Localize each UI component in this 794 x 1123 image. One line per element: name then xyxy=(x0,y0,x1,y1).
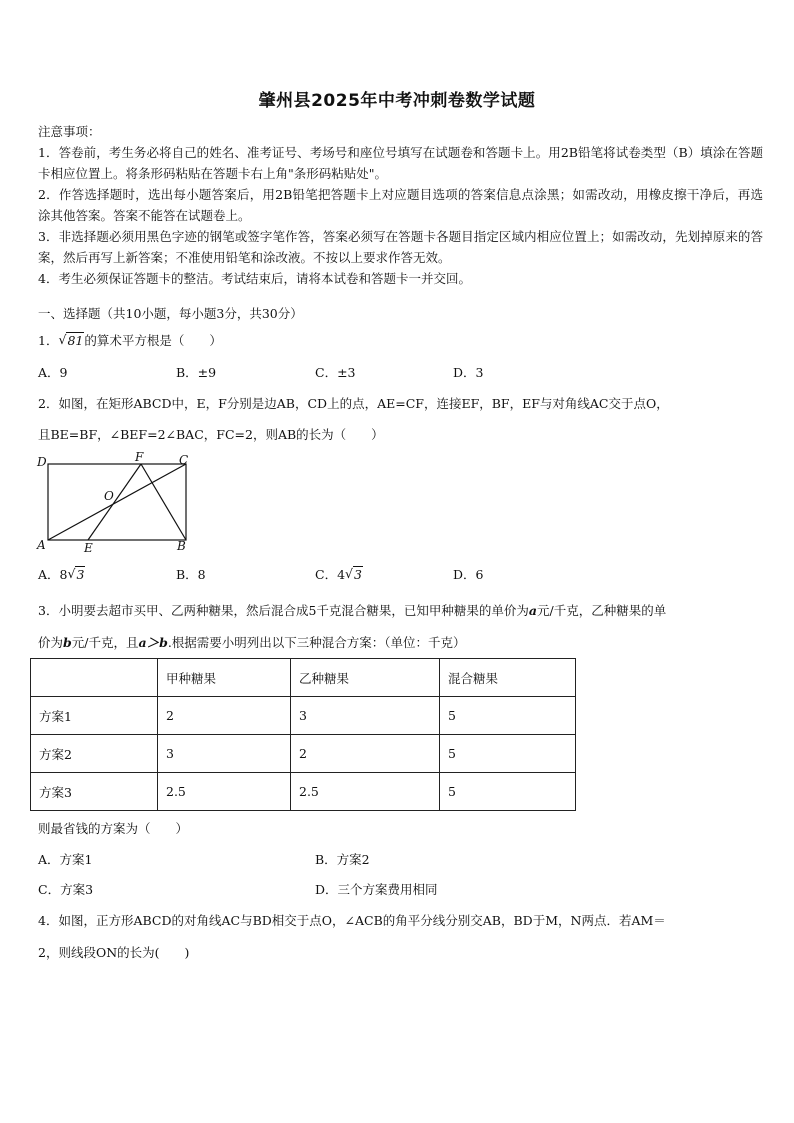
q2-option-b: B．8 xyxy=(176,567,206,582)
q1-option-c: C．±3 xyxy=(315,365,356,380)
label-d: D xyxy=(37,455,47,469)
label-c: C xyxy=(179,453,189,467)
table-cell: 方案3 xyxy=(31,773,158,811)
q1-option-d: D．3 xyxy=(453,365,484,380)
page-title: 肇州县2025年中考冲刺卷数学试题 xyxy=(258,91,536,111)
q3-option-a: A．方案1 xyxy=(38,852,93,867)
label-a: A xyxy=(37,538,46,552)
q2-option-c-sqrt: √ 3 xyxy=(345,566,362,582)
q4-line-1: 4．如图，正方形ABCD的对角线AC与BD相交于点O，∠ACB的角平分线分别交AB，BD于M，N两点．若AM＝ xyxy=(38,913,666,928)
q2-line-2: 且BE=BF，∠BEF=2∠BAC，FC=2，则AB的长为（ ） xyxy=(38,427,384,442)
q1-number: 1． xyxy=(38,333,59,348)
q2-option-a xyxy=(38,567,85,583)
q2-option-c-radicand: 3 xyxy=(354,567,362,582)
q3-condition: a＞b xyxy=(138,635,168,650)
note-item-1: 1．答卷前，考生务必将自己的姓名、准考证号、考场号和座位号填写在试题卷和答题卡上。用2B铅笔将试卷类型（B）填涂在答题卡相应位置上。将条形码粘贴在答题卡右上角"条形码粘贴处"。 xyxy=(38,145,763,181)
table-header-cell: 甲种糖果 xyxy=(158,659,291,697)
table-header-row xyxy=(31,659,576,697)
table-row xyxy=(31,697,576,735)
q3-var-a: a xyxy=(528,603,538,618)
table-cell: 2 xyxy=(291,735,440,773)
table-cell: 方案1 xyxy=(31,697,158,735)
table-cell: 方案2 xyxy=(31,735,158,773)
table-cell: 2 xyxy=(158,697,291,735)
q1-stem xyxy=(38,333,222,349)
table-cell: 5 xyxy=(440,773,576,811)
q2-line-1: 2．如图，在矩形ABCD中，E，F分别是边AB，CD上的点，AE=CF，连接EF，BF，EF与对角线AC交于点O， xyxy=(38,396,669,411)
table-cell: 2.5 xyxy=(158,773,291,811)
segment-ef xyxy=(88,464,141,540)
q1-radicand: 81 xyxy=(67,333,84,348)
q2-option-a-text: A．8 xyxy=(38,567,68,582)
table-header-cell xyxy=(31,659,158,697)
q2-option-c-text: C．4 xyxy=(315,567,346,582)
note-item-4: 4．考生必须保证答题卡的整洁。考试结束后，请将本试卷和答题卡一并交回。 xyxy=(38,271,471,286)
q3-option-b: B．方案2 xyxy=(315,852,370,867)
q3-line-2: 价为b元/千克，且a＞b.根据需要小明列出以下三种混合方案：（单位：千克） xyxy=(38,635,466,650)
table-row xyxy=(31,735,576,773)
q3-option-c: C．方案3 xyxy=(38,882,94,897)
table-cell: 3 xyxy=(291,697,440,735)
q3-after-text: 则最省钱的方案为（ ） xyxy=(38,821,189,836)
label-b: B xyxy=(177,539,186,553)
label-o: O xyxy=(104,489,114,503)
table-header-cell: 混合糖果 xyxy=(440,659,576,697)
q2-rectangle-figure xyxy=(36,452,196,562)
note-item-2: 2．作答选择题时，选出每小题答案后，用2B铅笔把答题卡上对应题目选项的答案信息点涂黑；如需改动，用橡皮擦干净后，再选涂其他答案。答案不能答在试题卷上。 xyxy=(38,187,763,223)
note-item-3: 3．非选择题必须用黑色字迹的钢笔或签字笔作答，答案必须写在答题卡各题目指定区域内相应位置上；如需改动，先划掉原来的答案，然后再写上新答案；不准使用铅笔和涂改液。不按以上要求作答无效。 xyxy=(38,229,763,265)
q3-mix-table xyxy=(30,658,576,811)
q3-var-b: b xyxy=(63,635,72,650)
notes-heading: 注意事项： xyxy=(38,124,101,139)
q4-line-2: 2，则线段ON的长为( ) xyxy=(38,945,190,960)
table-cell: 5 xyxy=(440,735,576,773)
label-e: E xyxy=(84,541,93,555)
q2-option-a-sqrt: √ 3 xyxy=(67,566,85,582)
q3-option-d: D．三个方案费用相同 xyxy=(315,882,438,897)
segment-bf xyxy=(141,464,186,540)
notes-block xyxy=(38,121,763,289)
section-heading: 一、选择题（共10小题，每小题3分，共30分） xyxy=(38,306,303,321)
table-header-cell: 乙种糖果 xyxy=(291,659,440,697)
table-row xyxy=(31,773,576,811)
q1-option-b: B．±9 xyxy=(176,365,217,380)
q3-line-1: 3．小明要去超市买甲、乙两种糖果，然后混合成5千克混合糖果，已知甲种糖果的单价为a元/千克，乙种糖果的单 xyxy=(38,603,667,618)
table-cell: 3 xyxy=(158,735,291,773)
q2-option-a-radicand: 3 xyxy=(76,567,85,582)
q1-text: 的算术平方根是（ ） xyxy=(84,333,222,348)
diagonal-ac xyxy=(48,464,186,540)
q1-option-a: A．9 xyxy=(38,365,68,380)
label-f: F xyxy=(135,452,144,464)
q2-option-d: D．6 xyxy=(453,567,484,582)
q2-option-c xyxy=(315,567,363,583)
q1-sqrt: √ 81 xyxy=(58,332,84,348)
table-cell: 2.5 xyxy=(291,773,440,811)
table-cell: 5 xyxy=(440,697,576,735)
